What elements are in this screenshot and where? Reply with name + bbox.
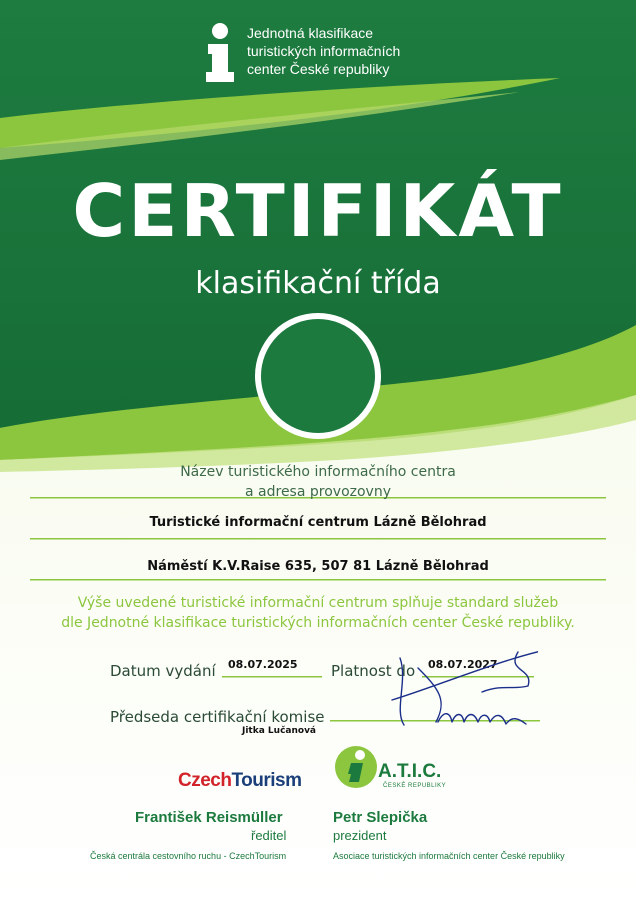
name-label: Název turistického informačního centra bbox=[180, 464, 456, 480]
issued-date: 08.07.2025 bbox=[228, 658, 298, 671]
committee-chair-name: Jitka Lučanová bbox=[242, 726, 317, 736]
address-label: a adresa provozovny bbox=[245, 484, 391, 500]
signatory-name: Petr Slepička bbox=[333, 809, 428, 826]
signatory-role: ředitel bbox=[251, 828, 287, 843]
signatory-organization: Asociace turistických informačních center České republiky bbox=[333, 851, 565, 861]
valid-date: 08.07.2027 bbox=[428, 658, 498, 671]
issued-label: Datum vydání bbox=[110, 662, 216, 680]
header-line: Jednotná klasifikace bbox=[247, 25, 374, 41]
class-letter: C bbox=[287, 327, 349, 425]
info-i-icon bbox=[200, 22, 240, 84]
signatory-role: prezident bbox=[333, 828, 387, 843]
statement-line: dle Jednotné klasifikace turistických informačních center České republiky. bbox=[61, 615, 575, 631]
signature-image bbox=[378, 640, 538, 740]
atic-i-icon bbox=[333, 744, 379, 790]
signatory-organization: Česká centrála cestovního ruchu - CzechTourism bbox=[90, 851, 287, 861]
center-name: Turistické informační centrum Lázně Bělohrad bbox=[149, 515, 487, 530]
valid-label: Platnost do bbox=[331, 662, 416, 680]
statement-line: Výše uvedené turistické informační centrum splňuje standard služeb bbox=[77, 595, 559, 611]
header-title bbox=[247, 24, 400, 78]
certificate-title: CERTIFIKÁT bbox=[72, 169, 564, 253]
committee-label: Předseda certifikační komise bbox=[110, 708, 325, 726]
czechtourism-logo-part: Tourism bbox=[231, 770, 302, 791]
signatory-name: František Reismüller bbox=[135, 809, 283, 826]
header-line: center České republiky bbox=[247, 61, 390, 77]
atic-logo-sub: ČESKÉ REPUBLIKY bbox=[383, 783, 447, 789]
center-address: Náměstí K.V.Raise 635, 507 81 Lázně Bělohrad bbox=[147, 559, 489, 574]
header-line: turistických informačních bbox=[247, 43, 401, 59]
atic-logo-name: A.T.I.C. bbox=[378, 761, 442, 782]
czechtourism-logo bbox=[178, 770, 302, 792]
certificate-subtitle: klasifikační třída bbox=[195, 266, 441, 301]
czechtourism-logo-part: Czech bbox=[178, 770, 232, 791]
